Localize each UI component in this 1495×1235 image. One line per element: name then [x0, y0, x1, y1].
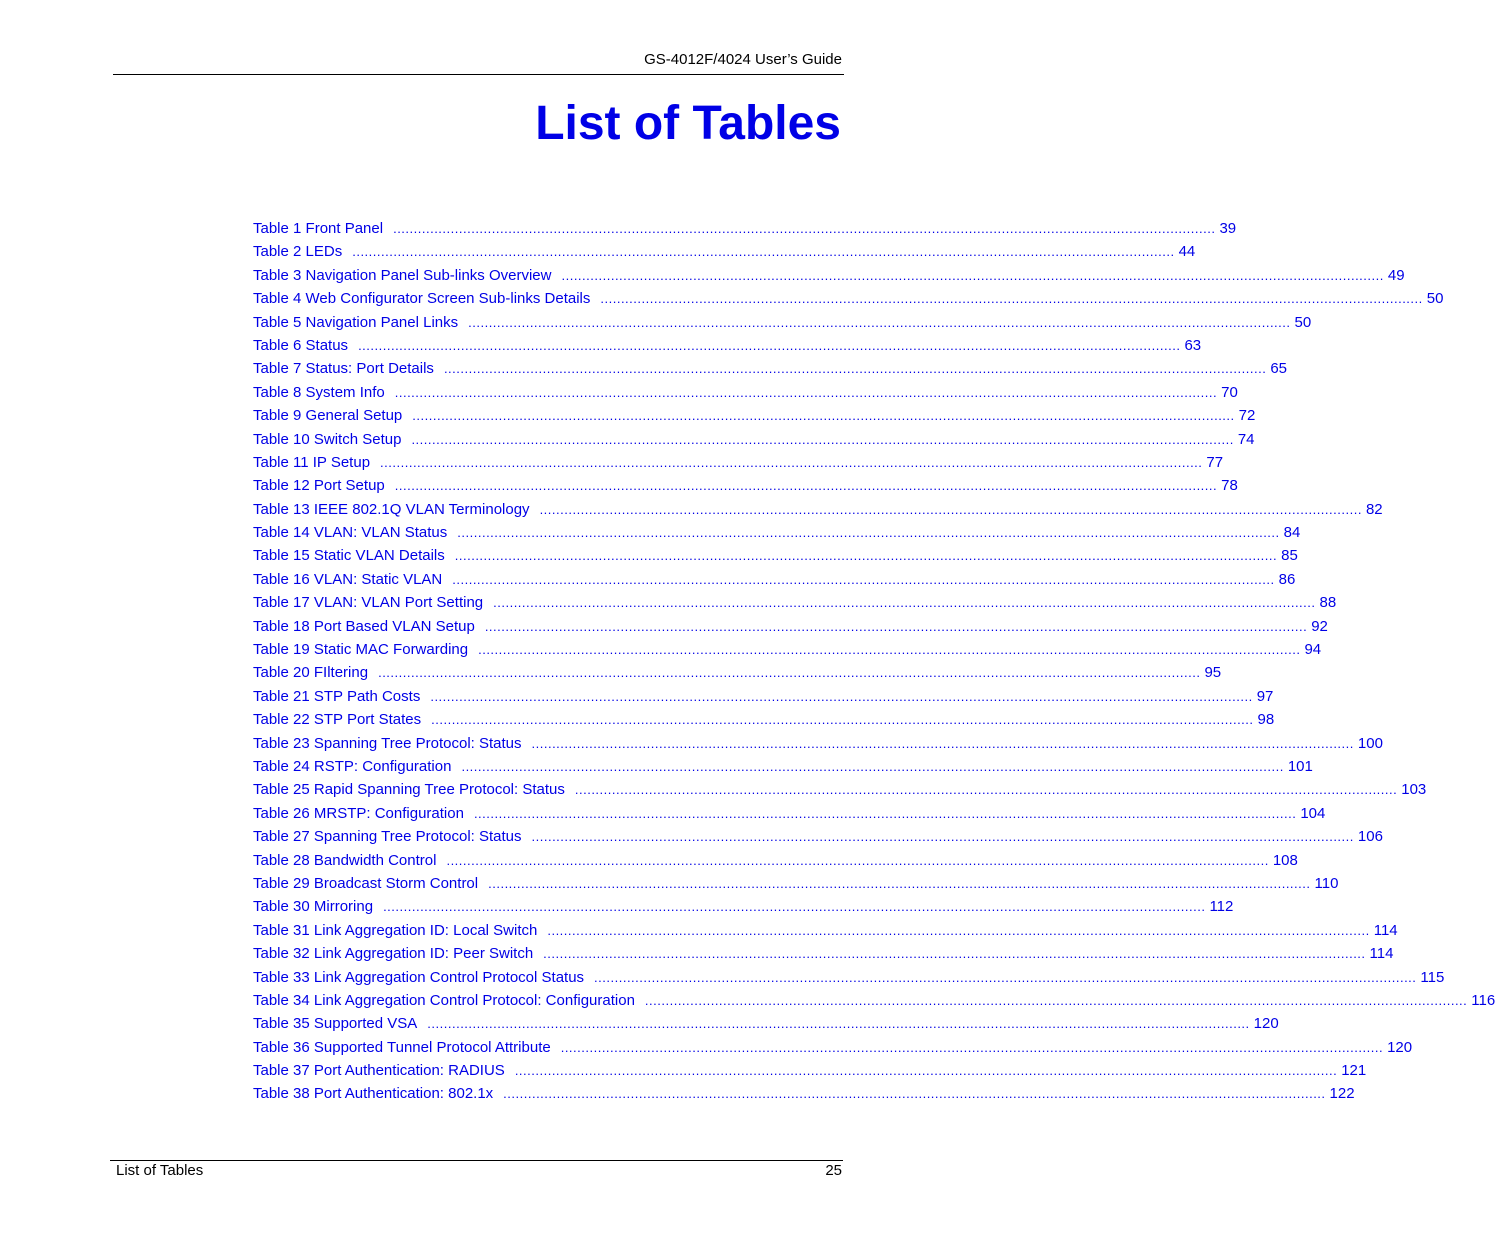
toc-entry-page: 74 [1237, 430, 1255, 448]
toc-entry-page: 120 [1387, 1038, 1413, 1056]
toc-entry[interactable] [253, 966, 1445, 989]
toc-entry-label: Table 13 IEEE 802.1Q VLAN Terminology [253, 500, 530, 518]
toc-dot-leader: ........................................................................................................................................................................................................ [574, 782, 1398, 798]
footer-rule [110, 1160, 843, 1161]
toc-entry-page: 97 [1256, 687, 1274, 705]
toc-entry-page: 84 [1283, 524, 1301, 542]
toc-entry[interactable] [253, 732, 1383, 755]
toc-entry-page: 120 [1253, 1015, 1279, 1033]
toc-dot-leader: ........................................................................................................................................................................................................ [594, 969, 1417, 985]
toc-entry[interactable] [253, 357, 1287, 380]
toc-dot-leader: ........................................................................................................................................................................................................ [452, 571, 1275, 587]
toc-dot-leader: ........................................................................................................................................................................................................ [478, 642, 1301, 658]
toc-entry-page: 116 [1471, 991, 1495, 1009]
toc-entry-page: 44 [1178, 243, 1196, 261]
toc-entry[interactable] [253, 334, 1202, 357]
toc-entry[interactable] [253, 240, 1196, 263]
toc-entry[interactable] [253, 1082, 1355, 1105]
toc-entry-label: Table 5 Navigation Panel Links [253, 313, 459, 331]
toc-entry-page: 110 [1314, 874, 1339, 892]
toc-dot-leader: ........................................................................................................................................................................................................ [431, 712, 1254, 728]
toc-dot-leader: ........................................................................................................................................................................................................ [531, 735, 1354, 751]
toc-entry-label: Table 6 Status [253, 336, 349, 354]
toc-entry[interactable] [253, 708, 1275, 731]
toc-entry[interactable] [253, 428, 1255, 451]
toc-entry-label: Table 16 VLAN: Static VLAN [253, 570, 443, 588]
toc-entry-label: Table 7 Status: Port Details [253, 360, 434, 378]
footer-page-number: 25 [825, 1162, 842, 1179]
toc-entry-page: 50 [1426, 290, 1444, 308]
toc-dot-leader: ........................................................................................................................................................................................................ [378, 665, 1201, 681]
toc-entry[interactable] [253, 685, 1274, 708]
toc-entry-label: Table 9 General Setup [253, 407, 403, 425]
toc-entry[interactable] [253, 498, 1383, 521]
toc-dot-leader: ........................................................................................................................................................................................................ [461, 758, 1284, 774]
toc-entry-label: Table 3 Navigation Panel Sub-links Overview [253, 266, 552, 284]
toc-entry-label: Table 27 Spanning Tree Protocol: Status [253, 828, 522, 846]
toc-entry[interactable] [253, 544, 1298, 567]
toc-entry-page: 85 [1281, 547, 1298, 565]
toc-entry[interactable] [253, 849, 1298, 872]
toc-dot-leader: ........................................................................................................................................................................................................ [380, 454, 1203, 470]
toc-entry-page: 92 [1311, 617, 1328, 635]
toc-dot-leader: ........................................................................................................................................................................................................ [543, 946, 1366, 962]
toc-entry[interactable] [253, 1059, 1367, 1082]
toc-dot-leader: ........................................................................................................................................................................................................ [547, 922, 1370, 938]
toc-entry-page: 106 [1357, 828, 1383, 846]
toc-entry-page: 121 [1341, 1062, 1367, 1080]
toc-dot-leader: ........................................................................................................................................................................................................ [473, 805, 1297, 821]
toc-dot-leader: ........................................................................................................................................................................................................ [358, 337, 1181, 353]
toc-entry[interactable] [253, 638, 1322, 661]
toc-entry[interactable] [253, 264, 1405, 287]
toc-dot-leader: ........................................................................................................................................................................................................ [352, 244, 1175, 260]
toc-entry-page: 95 [1204, 664, 1222, 682]
toc-entry-page: 108 [1272, 851, 1298, 869]
toc-entry[interactable] [253, 989, 1495, 1012]
toc-dot-leader: ........................................................................................................................................................................................................ [446, 852, 1269, 868]
toc-entry-label: Table 36 Supported Tunnel Protocol Attribute [253, 1038, 551, 1056]
toc-entry-label: Table 17 VLAN: VLAN Port Setting [253, 594, 484, 612]
toc-entry-page: 86 [1278, 570, 1296, 588]
toc-entry[interactable] [253, 451, 1224, 474]
toc-entry-label: Table 4 Web Configurator Screen Sub-links Details [253, 290, 591, 308]
page-title: List of Tables [535, 97, 841, 150]
toc-entry-label: Table 22 STP Port States [253, 711, 422, 729]
footer-section: List of Tables [116, 1162, 204, 1179]
toc-entry[interactable] [253, 311, 1312, 334]
toc-dot-leader: ........................................................................................................................................................................................................ [393, 221, 1216, 236]
toc-dot-leader: ........................................................................................................................................................................................................ [394, 384, 1218, 400]
toc-entry[interactable] [253, 919, 1398, 942]
toc-entry-label: Table 25 Rapid Spanning Tree Protocol: Status [253, 781, 565, 799]
toc-entry-label: Table 34 Link Aggregation Control Protocol: Configuration [253, 991, 635, 1009]
toc-entry[interactable] [253, 521, 1301, 544]
toc-entry-page: 103 [1401, 781, 1427, 799]
toc-dot-leader: ........................................................................................................................................................................................................ [484, 618, 1308, 634]
toc-dot-leader: ........................................................................................................................................................................................................ [454, 548, 1278, 564]
toc-entry-page: 101 [1287, 757, 1313, 775]
toc-entry-page: 39 [1219, 220, 1237, 237]
toc-dot-leader: ........................................................................................................................................................................................................ [488, 875, 1311, 891]
toc-entry[interactable] [253, 802, 1326, 825]
toc-entry-label: Table 8 System Info [253, 383, 385, 401]
toc-entry-page: 114 [1373, 921, 1398, 939]
toc-entry-label: Table 37 Port Authentication: RADIUS [253, 1062, 505, 1080]
toc-dot-leader: ........................................................................................................................................................................................................ [427, 1016, 1250, 1032]
toc-entry-label: Table 28 Bandwidth Control [253, 851, 437, 869]
toc-entry[interactable] [253, 287, 1444, 310]
toc-entry[interactable] [253, 895, 1234, 918]
toc-dot-leader: ........................................................................................................................................................................................................ [493, 595, 1316, 611]
toc-entry-label: Table 21 STP Path Costs [253, 687, 421, 705]
toc-entry[interactable] [253, 1036, 1413, 1059]
toc-dot-leader: ........................................................................................................................................................................................................ [468, 314, 1291, 330]
toc-entry-page: 63 [1184, 336, 1202, 354]
toc-dot-leader: ........................................................................................................................................................................................................ [503, 1086, 1326, 1102]
toc-entry-page: 88 [1319, 594, 1337, 612]
toc-dot-leader: ........................................................................................................................................................................................................ [383, 899, 1206, 915]
toc-entry-label: Table 23 Spanning Tree Protocol: Status [253, 734, 522, 752]
toc-entry-page: 100 [1357, 734, 1383, 752]
toc-entry-label: Table 2 LEDs [253, 243, 343, 261]
toc-entry[interactable] [253, 872, 1339, 895]
toc-entry-label: Table 31 Link Aggregation ID: Local Switch [253, 921, 538, 939]
toc-entry-label: Table 24 RSTP: Configuration [253, 757, 452, 775]
toc-list [253, 217, 1495, 1106]
toc-entry-label: Table 18 Port Based VLAN Setup [253, 617, 475, 635]
toc-dot-leader: ........................................................................................................................................................................................................ [394, 478, 1218, 494]
toc-entry-label: Table 10 Switch Setup [253, 430, 402, 448]
toc-entry[interactable] [253, 591, 1337, 614]
toc-entry[interactable] [253, 942, 1394, 965]
toc-entry-label: Table 32 Link Aggregation ID: Peer Switch [253, 945, 534, 963]
toc-dot-leader: ........................................................................................................................................................................................................ [531, 829, 1354, 845]
toc-entry[interactable] [253, 1012, 1279, 1035]
toc-entry[interactable] [253, 217, 1237, 240]
toc-entry[interactable] [253, 381, 1238, 404]
toc-entry[interactable] [253, 778, 1427, 801]
toc-entry-page: 78 [1221, 477, 1238, 495]
toc-entry-label: Table 35 Supported VSA [253, 1015, 418, 1033]
toc-dot-leader: ........................................................................................................................................................................................................ [539, 501, 1362, 517]
toc-entry-page: 94 [1304, 641, 1322, 659]
toc-entry-label: Table 15 Static VLAN Details [253, 547, 445, 565]
toc-entry[interactable] [253, 661, 1222, 684]
toc-entry-page: 114 [1369, 945, 1394, 963]
toc-dot-leader: ........................................................................................................................................................................................................ [457, 525, 1280, 541]
toc-entry[interactable] [253, 474, 1238, 497]
toc-entry-label: Table 20 FIltering [253, 664, 369, 682]
toc-entry-label: Table 1 Front Panel [253, 220, 384, 237]
toc-entry-label: Table 19 Static MAC Forwarding [253, 641, 469, 659]
toc-entry-page: 50 [1294, 313, 1312, 331]
toc-dot-leader: ........................................................................................................................................................................................................ [430, 688, 1253, 704]
toc-dot-leader: ........................................................................................................................................................................................................ [514, 1063, 1338, 1079]
toc-entry-label: Table 38 Port Authentication: 802.1x [253, 1085, 494, 1103]
toc-entry-label: Table 29 Broadcast Storm Control [253, 874, 479, 892]
toc-entry-page: 77 [1206, 453, 1224, 471]
toc-entry-label: Table 26 MRSTP: Configuration [253, 804, 464, 822]
toc-entry-page: 122 [1329, 1085, 1355, 1103]
toc-dot-leader: ........................................................................................................................................................................................................ [600, 291, 1423, 307]
toc-entry-page: 112 [1209, 898, 1234, 916]
running-header: GS-4012F/4024 User’s Guide [644, 51, 842, 68]
toc-entry-page: 115 [1420, 968, 1445, 986]
toc-entry-page: 49 [1387, 266, 1405, 284]
toc-entry-page: 104 [1300, 804, 1326, 822]
toc-entry-page: 70 [1221, 383, 1238, 401]
toc-entry-page: 98 [1257, 711, 1275, 729]
toc-entry-label: Table 30 Mirroring [253, 898, 374, 916]
toc-dot-leader: ........................................................................................................................................................................................................ [644, 992, 1468, 1008]
toc-dot-leader: ........................................................................................................................................................................................................ [561, 267, 1384, 283]
toc-dot-leader: ........................................................................................................................................................................................................ [412, 408, 1235, 424]
toc-entry-label: Table 11 IP Setup [253, 453, 371, 471]
toc-entry[interactable] [253, 755, 1313, 778]
toc-entry-page: 82 [1365, 500, 1383, 518]
header-rule [113, 74, 844, 75]
toc-dot-leader: ........................................................................................................................................................................................................ [411, 431, 1234, 447]
toc-dot-leader: ........................................................................................................................................................................................................ [443, 361, 1267, 377]
toc-entry[interactable] [253, 825, 1383, 848]
toc-entry-label: Table 14 VLAN: VLAN Status [253, 524, 448, 542]
toc-entry-page: 72 [1238, 407, 1256, 425]
toc-entry-label: Table 12 Port Setup [253, 477, 385, 495]
toc-dot-leader: ........................................................................................................................................................................................................ [560, 1039, 1384, 1055]
toc-entry[interactable] [253, 615, 1328, 638]
toc-entry-label: Table 33 Link Aggregation Control Protocol Status [253, 968, 585, 986]
toc-entry-page: 65 [1270, 360, 1287, 378]
toc-entry[interactable] [253, 404, 1256, 427]
toc-entry[interactable] [253, 568, 1296, 591]
